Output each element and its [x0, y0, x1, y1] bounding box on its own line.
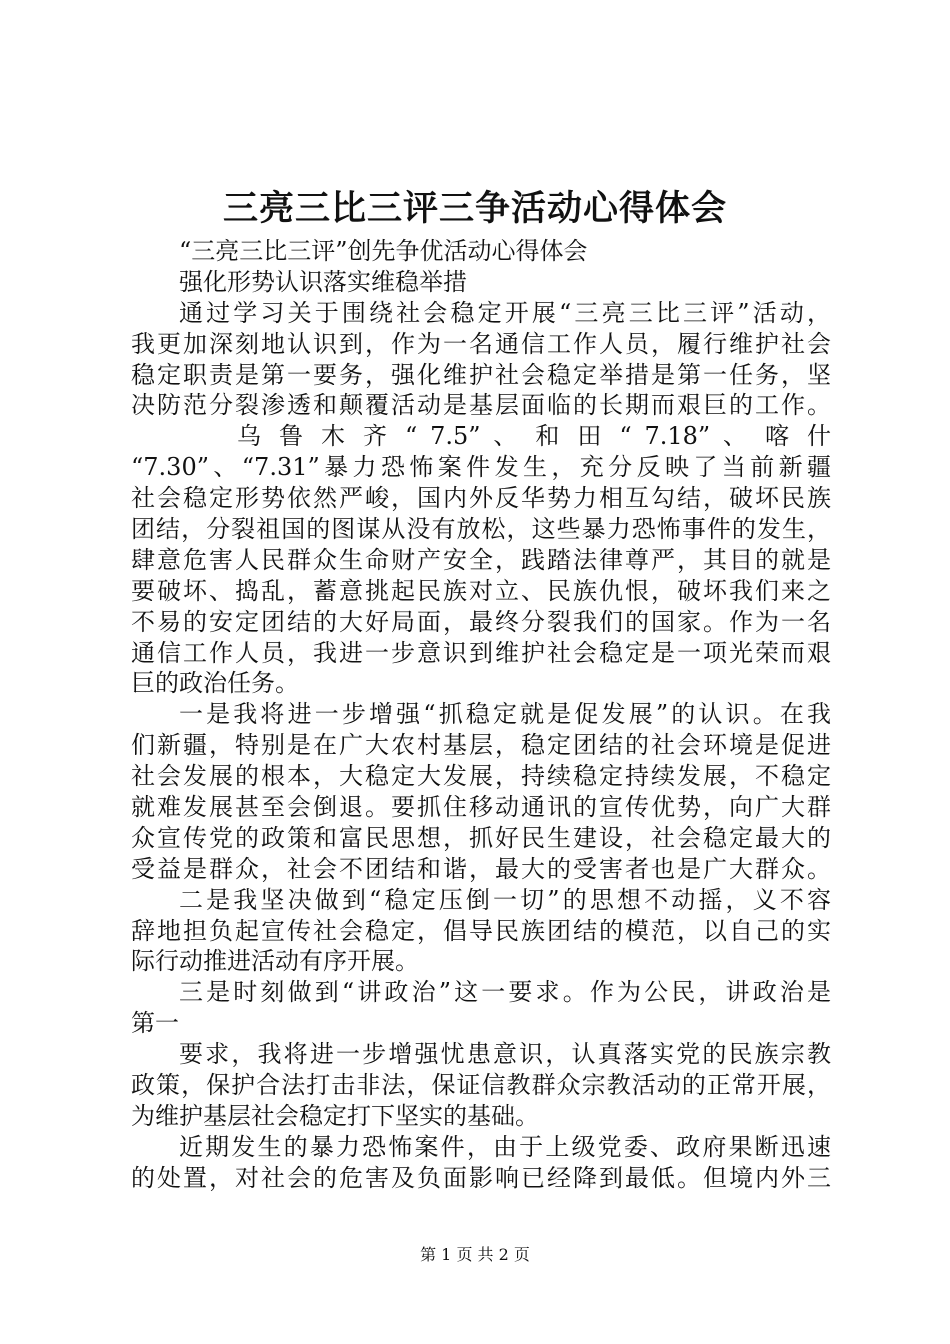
document-title: 三亮三比三评三争活动心得体会: [222, 188, 727, 229]
page-footer: 第 1 页 共 2 页: [420, 1245, 530, 1264]
body-line: 要破坏、捣乱，蓄意挑起民族对立、民族仇恨，破坏我们来之: [131, 576, 831, 605]
body-line: 稳定职责是第一要务，强化维护社会稳定举措是第一任务，坚: [131, 360, 831, 389]
body-line: 团结，分裂祖国的图谋从没有放松，这些暴力恐怖事件的发生，: [131, 515, 831, 544]
body-line: 近期发生的暴力恐怖案件，由于上级党委、政府果断迅速: [179, 1132, 831, 1161]
body-line: 社会发展的根本，大稳定大发展，持续稳定持续发展，不稳定: [131, 762, 831, 791]
body-line: “7.30”、“7.31”暴力恐怖案件发生，充分反映了当前新疆: [131, 453, 831, 482]
body-line: 际行动推进活动有序开展。: [131, 947, 419, 976]
body-line: 乌 鲁 木 齐 “ 7.5” 、 和 田 “ 7.18” 、 喀 什: [237, 422, 831, 451]
body-line: 我更加深刻地认识到，作为一名通信工作人员，履行维护社会: [131, 329, 831, 358]
document-body: [131, 236, 831, 1194]
body-line: 要求，我将进一步增强忧患意识，认真落实党的民族宗教: [179, 1040, 831, 1069]
body-line: 政策，保护合法打击非法，保证信教群众宗教活动的正常开展，: [131, 1071, 831, 1100]
body-line: 通信工作人员，我进一步意识到维护社会稳定是一项光荣而艰: [131, 638, 831, 667]
body-line: 受益是群众，社会不团结和谐，最大的受害者也是广大群众。: [131, 854, 831, 883]
body-line: 的处置，对社会的危害及负面影响已经降到最低。但境内外三: [131, 1163, 831, 1192]
body-line: 辞地担负起宣传社会稳定，倡导民族团结的模范，以自己的实: [131, 916, 831, 945]
body-line: 巨的政治任务。: [131, 669, 299, 698]
body-line: 肆意危害人民群众生命财产安全，践踏法律尊严，其目的就是: [131, 545, 831, 574]
body-line: 通过学习关于围绕社会稳定开展“三亮三比三评”活动，: [179, 298, 831, 327]
body-line: 为维护基层社会稳定打下坚实的基础。: [131, 1101, 539, 1130]
body-line: 就难发展甚至会倒退。要抓住移动通讯的宣传优势，向广大群: [131, 793, 831, 822]
body-line: 强化形势认识落实维稳举措: [179, 267, 467, 296]
body-line: 三是时刻做到“讲政治”这一要求。作为公民，讲政治是: [179, 978, 831, 1007]
body-line: 社会稳定形势依然严峻，国内外反华势力相互勾结，破坏民族: [131, 484, 831, 513]
body-line: 二是我坚决做到“稳定压倒一切”的思想不动摇，义不容: [179, 885, 831, 914]
body-line: 决防范分裂渗透和颠覆活动是基层面临的长期而艰巨的工作。: [131, 391, 831, 420]
body-line: 一是我将进一步增强“抓稳定就是促发展”的认识。在我: [179, 700, 831, 729]
body-line: 第一: [131, 1009, 179, 1038]
body-line: 众宣传党的政策和富民思想，抓好民生建设，社会稳定最大的: [131, 823, 831, 852]
body-line: “三亮三比三评”创先争优活动心得体会: [179, 237, 588, 265]
body-line: 不易的安定团结的大好局面，最终分裂我们的国家。作为一名: [131, 607, 831, 636]
body-line: 们新疆，特别是在广大农村基层，稳定团结的社会环境是促进: [131, 731, 831, 760]
